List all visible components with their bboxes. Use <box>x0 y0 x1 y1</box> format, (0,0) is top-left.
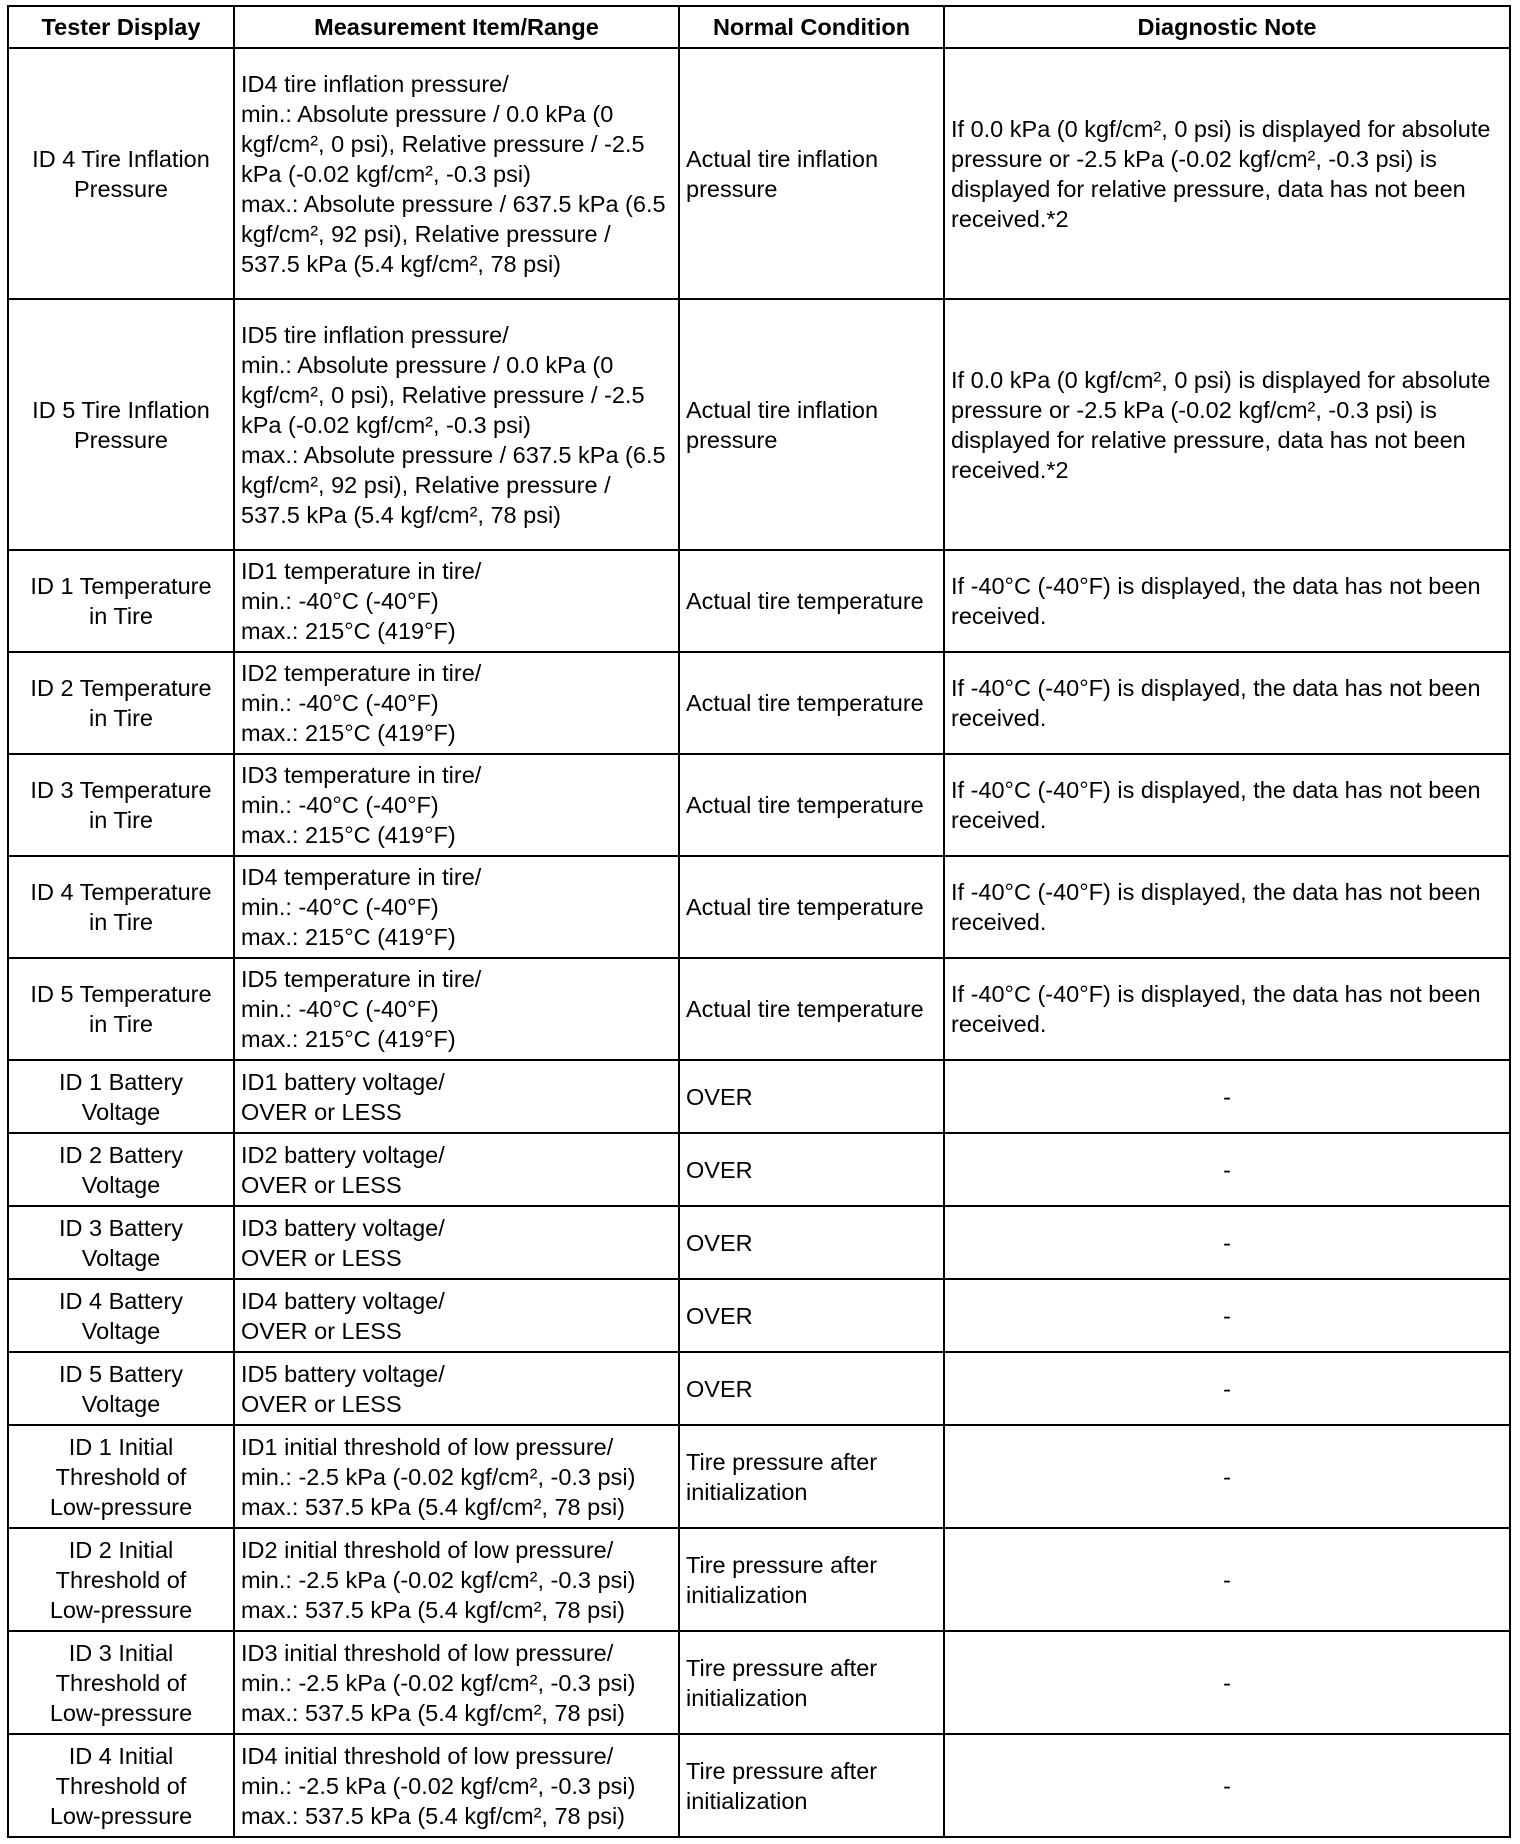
cell-normal-condition: Actual tire inflation pressure <box>679 299 944 550</box>
cell-normal-condition: Tire pressure after initialization <box>679 1425 944 1528</box>
cell-tester-display: ID 2 Battery Voltage <box>8 1133 234 1206</box>
cell-diagnostic-note: - <box>944 1133 1510 1206</box>
cell-normal-condition: Actual tire temperature <box>679 754 944 856</box>
cell-normal-condition: OVER <box>679 1206 944 1279</box>
table-row <box>8 958 1510 1060</box>
cell-tester-display: ID 5 Temperature in Tire <box>8 958 234 1060</box>
cell-measurement-range: ID3 initial threshold of low pressure/ min.: -2.5 kPa (-0.02 kgf/cm², -0.3 psi) max.: 537.5 kPa (5.4 kgf/cm², 78 psi) <box>234 1631 679 1734</box>
table-row <box>8 652 1510 754</box>
cell-tester-display: ID 5 Tire Inflation Pressure <box>8 299 234 550</box>
header-diagnostic-note: Diagnostic Note <box>944 6 1510 48</box>
cell-tester-display: ID 4 Temperature in Tire <box>8 856 234 958</box>
table-row <box>8 1060 1510 1133</box>
cell-normal-condition: Actual tire temperature <box>679 652 944 754</box>
cell-diagnostic-note: - <box>944 1060 1510 1133</box>
header-normal-condition: Normal Condition <box>679 6 944 48</box>
cell-measurement-range: ID1 battery voltage/ OVER or LESS <box>234 1060 679 1133</box>
cell-diagnostic-note: - <box>944 1734 1510 1837</box>
cell-diagnostic-note: - <box>944 1352 1510 1425</box>
table-row <box>8 1528 1510 1631</box>
cell-diagnostic-note: - <box>944 1528 1510 1631</box>
cell-diagnostic-note: If -40°C (-40°F) is displayed, the data has not been received. <box>944 958 1510 1060</box>
data-list-sheet <box>7 5 1509 1838</box>
table-row <box>8 1352 1510 1425</box>
cell-tester-display: ID 3 Battery Voltage <box>8 1206 234 1279</box>
cell-measurement-range: ID1 temperature in tire/ min.: -40°C (-40°F) max.: 215°C (419°F) <box>234 550 679 652</box>
cell-normal-condition: OVER <box>679 1352 944 1425</box>
cell-measurement-range: ID3 battery voltage/ OVER or LESS <box>234 1206 679 1279</box>
cell-tester-display: ID 1 Temperature in Tire <box>8 550 234 652</box>
table-row <box>8 1279 1510 1352</box>
cell-measurement-range: ID3 temperature in tire/ min.: -40°C (-40°F) max.: 215°C (419°F) <box>234 754 679 856</box>
cell-tester-display: ID 2 Temperature in Tire <box>8 652 234 754</box>
cell-diagnostic-note: If -40°C (-40°F) is displayed, the data has not been received. <box>944 550 1510 652</box>
cell-measurement-range: ID1 initial threshold of low pressure/ min.: -2.5 kPa (-0.02 kgf/cm², -0.3 psi) max.: 537.5 kPa (5.4 kgf/cm², 78 psi) <box>234 1425 679 1528</box>
table-row <box>8 1133 1510 1206</box>
tester-data-table <box>7 5 1511 1838</box>
cell-tester-display: ID 1 Initial Threshold of Low-pressure <box>8 1425 234 1528</box>
cell-measurement-range: ID5 tire inflation pressure/ min.: Absolute pressure / 0.0 kPa (0 kgf/cm², 0 psi), Relative pressure / -2.5 kPa (-0.02 kgf/cm², -0.3 psi) max.: Absolute pressure / 637.5 kPa (6.5 kgf/cm², 92 psi), Relative pressure / 537.5 kPa (5.4 kgf/cm², 78 psi) <box>234 299 679 550</box>
cell-measurement-range: ID4 initial threshold of low pressure/ min.: -2.5 kPa (-0.02 kgf/cm², -0.3 psi) max.: 537.5 kPa (5.4 kgf/cm², 78 psi) <box>234 1734 679 1837</box>
cell-normal-condition: Tire pressure after initialization <box>679 1734 944 1837</box>
cell-diagnostic-note: If -40°C (-40°F) is displayed, the data has not been received. <box>944 652 1510 754</box>
cell-diagnostic-note: - <box>944 1206 1510 1279</box>
cell-tester-display: ID 2 Initial Threshold of Low-pressure <box>8 1528 234 1631</box>
cell-measurement-range: ID4 tire inflation pressure/ min.: Absolute pressure / 0.0 kPa (0 kgf/cm², 0 psi), Relative pressure / -2.5 kPa (-0.02 kgf/cm², -0.3 psi) max.: Absolute pressure / 637.5 kPa (6.5 kgf/cm², 92 psi), Relative pressure / 537.5 kPa (5.4 kgf/cm², 78 psi) <box>234 48 679 299</box>
cell-normal-condition: OVER <box>679 1279 944 1352</box>
table-row <box>8 1734 1510 1837</box>
cell-diagnostic-note: If 0.0 kPa (0 kgf/cm², 0 psi) is displayed for absolute pressure or -2.5 kPa (-0.02 kgf/cm², -0.3 psi) is displayed for relative pressure, data has not been received.*2 <box>944 48 1510 299</box>
table-row <box>8 856 1510 958</box>
cell-normal-condition: Actual tire temperature <box>679 958 944 1060</box>
cell-normal-condition: OVER <box>679 1060 944 1133</box>
table-row <box>8 1631 1510 1734</box>
table-row <box>8 299 1510 550</box>
cell-measurement-range: ID2 battery voltage/ OVER or LESS <box>234 1133 679 1206</box>
table-row <box>8 550 1510 652</box>
cell-normal-condition: OVER <box>679 1133 944 1206</box>
cell-measurement-range: ID4 temperature in tire/ min.: -40°C (-40°F) max.: 215°C (419°F) <box>234 856 679 958</box>
cell-tester-display: ID 4 Battery Voltage <box>8 1279 234 1352</box>
cell-normal-condition: Tire pressure after initialization <box>679 1631 944 1734</box>
cell-measurement-range: ID5 battery voltage/ OVER or LESS <box>234 1352 679 1425</box>
cell-diagnostic-note: - <box>944 1425 1510 1528</box>
cell-tester-display: ID 5 Battery Voltage <box>8 1352 234 1425</box>
cell-normal-condition: Tire pressure after initialization <box>679 1528 944 1631</box>
cell-tester-display: ID 4 Initial Threshold of Low-pressure <box>8 1734 234 1837</box>
header-measurement-item-range: Measurement Item/Range <box>234 6 679 48</box>
table-row <box>8 48 1510 299</box>
cell-normal-condition: Actual tire temperature <box>679 856 944 958</box>
cell-measurement-range: ID5 temperature in tire/ min.: -40°C (-40°F) max.: 215°C (419°F) <box>234 958 679 1060</box>
cell-normal-condition: Actual tire inflation pressure <box>679 48 944 299</box>
table-row <box>8 1206 1510 1279</box>
cell-tester-display: ID 3 Temperature in Tire <box>8 754 234 856</box>
table-row <box>8 1425 1510 1528</box>
cell-diagnostic-note: If 0.0 kPa (0 kgf/cm², 0 psi) is displayed for absolute pressure or -2.5 kPa (-0.02 kgf/cm², -0.3 psi) is displayed for relative pressure, data has not been received.*2 <box>944 299 1510 550</box>
cell-measurement-range: ID2 initial threshold of low pressure/ min.: -2.5 kPa (-0.02 kgf/cm², -0.3 psi) max.: 537.5 kPa (5.4 kgf/cm², 78 psi) <box>234 1528 679 1631</box>
cell-tester-display: ID 1 Battery Voltage <box>8 1060 234 1133</box>
cell-tester-display: ID 4 Tire Inflation Pressure <box>8 48 234 299</box>
cell-normal-condition: Actual tire temperature <box>679 550 944 652</box>
cell-measurement-range: ID2 temperature in tire/ min.: -40°C (-40°F) max.: 215°C (419°F) <box>234 652 679 754</box>
header-tester-display: Tester Display <box>8 6 234 48</box>
table-header-row <box>8 6 1510 48</box>
cell-diagnostic-note: If -40°C (-40°F) is displayed, the data has not been received. <box>944 754 1510 856</box>
cell-diagnostic-note: - <box>944 1631 1510 1734</box>
cell-tester-display: ID 3 Initial Threshold of Low-pressure <box>8 1631 234 1734</box>
cell-measurement-range: ID4 battery voltage/ OVER or LESS <box>234 1279 679 1352</box>
cell-diagnostic-note: If -40°C (-40°F) is displayed, the data has not been received. <box>944 856 1510 958</box>
cell-diagnostic-note: - <box>944 1279 1510 1352</box>
table-row <box>8 754 1510 856</box>
